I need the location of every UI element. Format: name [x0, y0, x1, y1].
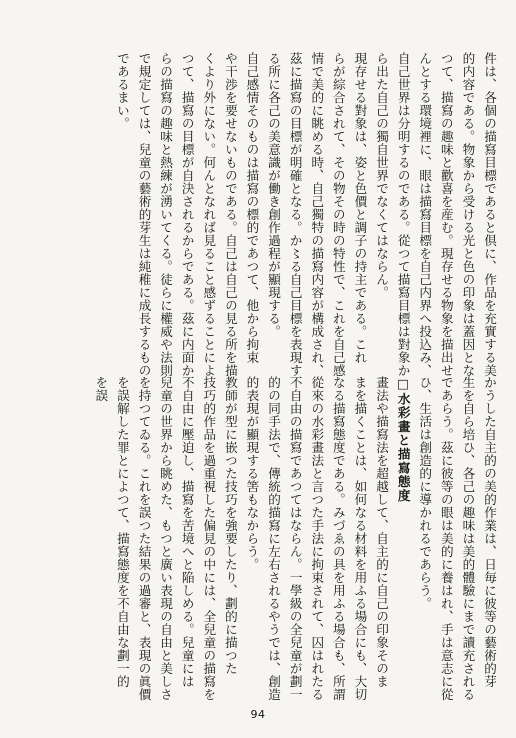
text-line: らが綜合されて、その物その時の特性で、これを自己感: [330, 52, 346, 377]
text-line: 茲に描寫の目標が明確となる。か〻る自己目標を表現す: [287, 52, 303, 377]
text-line: 自己世界は分明するのである。從つて描寫目標は對象か: [395, 52, 411, 377]
text-line: 的内容である。物象から受ける光と色の印象は蓋因とな: [460, 52, 476, 377]
text-line: 生を自ら培ひ、各己の趣味は美的體驗にまで讀充される: [460, 376, 476, 701]
text-line: まを描くことは、如何なる材料を用ふる場合にも、大切: [352, 376, 368, 701]
text-line: を持つてゐる。これを誤つた結果の過審と、表現の眞價: [136, 376, 152, 701]
section-heading: □水彩畫と描寫態度: [395, 376, 411, 503]
page-number: 94: [250, 708, 266, 721]
text-line: 的表現が顯現する筈もなからう。: [244, 376, 260, 571]
text-line: 情で美的に眺める時、自己獨特の描寫内容が構成され、: [309, 52, 325, 377]
text-line: 自己感情そのものは描寫の標的であつて、他から拘束: [244, 52, 260, 364]
text-line: 不自由に壓迫し、描寫を苦境へと陥しめる。兒童には: [179, 376, 195, 688]
text-line: る所に各己の美意識が働き創作過程が顯現する。: [266, 52, 282, 338]
text-line: を誤: [93, 376, 109, 402]
text-line: らの描寫の趣味と熱練が湧いてくる。徒らに權威や法則: [158, 52, 174, 377]
text-line: 技巧的作品を過重視した偏見の中には、全兒童の描寫を: [201, 376, 217, 701]
text-line: なる描寫態度である。みづゑの具を用ふる場合も、所謂: [330, 376, 346, 701]
text-line: 畫法や描寫法を超越して、自主的に自己の印象そのま: [374, 376, 390, 688]
text-line: かうした自主的の美的作業は、日毎に彼等の藝術的芽: [482, 376, 497, 688]
text-line: 不自由の描寫であつてはならん。一學級の全兒童が劃一: [287, 376, 303, 701]
text-line: 件は、各個の描寫目標であると倶に、作品を充實する美: [482, 52, 497, 377]
text-line: ら出た自己の獨自世界でなくてはならん。: [374, 52, 390, 299]
text-line: ひ、生活は創造的に導かれるであらう。: [417, 376, 433, 610]
text-line: つて、描寫の趣味と歡喜を産む。現存せる物象を描出せ: [438, 52, 454, 377]
text-line: 兒童の世界から眺めた、もつと廣い表現の自由と美しさ: [158, 376, 174, 701]
text-line: 現存せる對象は、姿と色價と調子の持主である。これ: [352, 52, 368, 364]
text-line: 從來の水彩畫法と言つた手法に拘束されて、囚はれたる: [309, 376, 325, 701]
text-line: くより外にない。何んとなれば見ること感ずることによ: [201, 52, 217, 377]
text-line: であるまい。: [114, 52, 130, 130]
text-line: つて、描寫の目標が自決されるからである。茲に内面か: [179, 52, 195, 377]
text-block-top: [28, 52, 500, 377]
text-line: であらう。茲に彼等の眼は美的に養はれ、手は意志に從: [438, 376, 454, 701]
text-line: んとする環境裡に、眼は描寫目標を自己内界へ投込み、: [417, 52, 433, 377]
text-line: や干渉を要せないものである。自己は自己の見る所を描: [222, 52, 238, 377]
text-line: で規定しては、兒童の藝術的芽生は純稚に成長するもの: [136, 52, 152, 377]
text-line: 教師が型に嵌つた技巧を強要したり、劃的に描つた: [222, 376, 238, 675]
text-block-bottom: [28, 376, 500, 701]
text-line: を誤解した罪とによつて、描寫態度を不自由な劃一的: [114, 376, 130, 688]
text-line: 的の同手法で、傳統的描寫に左右されるやうでは、創造: [266, 376, 282, 701]
